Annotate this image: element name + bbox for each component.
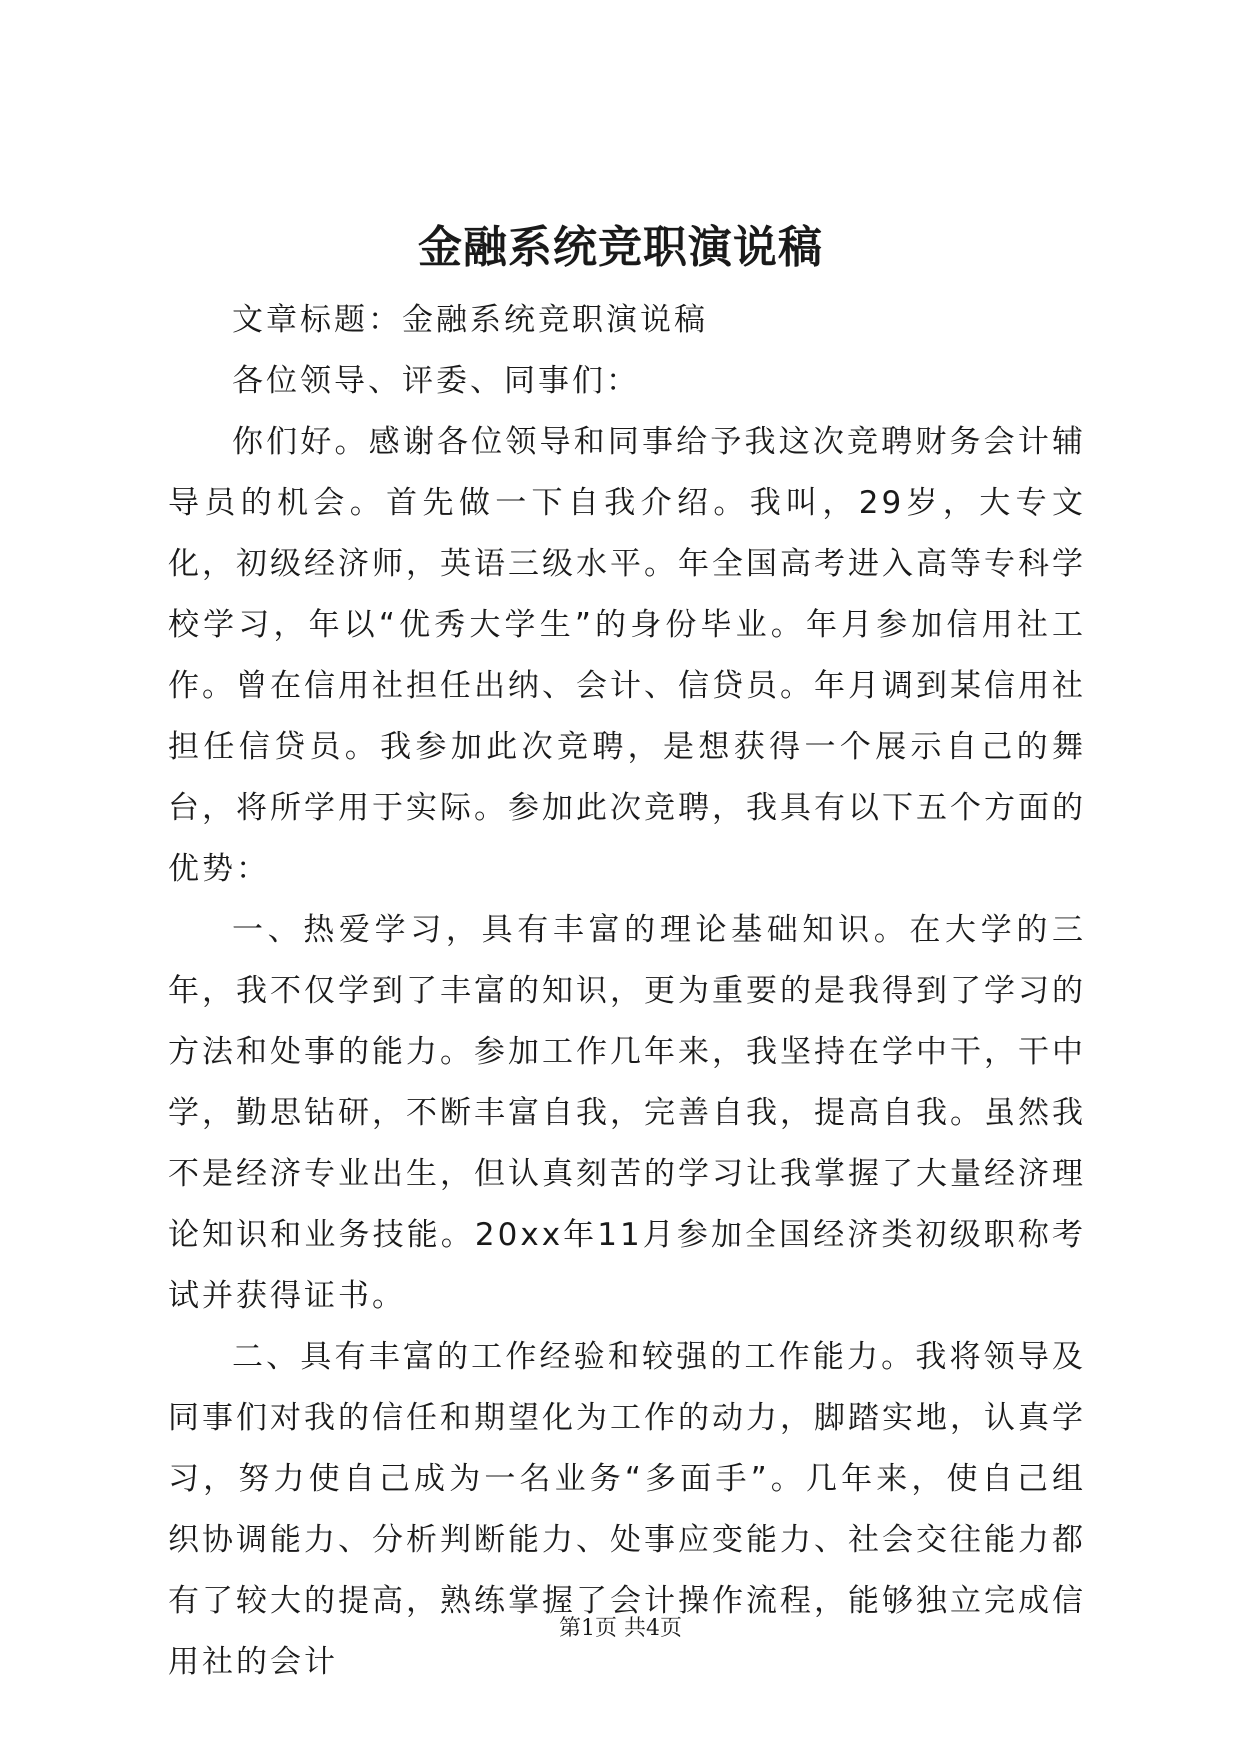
document-body bbox=[168, 290, 1086, 1693]
paragraph-advantage-one: 一、热爱学习，具有丰富的理论基础知识。在大学的三年，我不仅学到了丰富的知识，更为重要的是我得到了学习的方法和处事的能力。参加工作几年来，我坚持在学中干，干中学，勤思钻研，不断丰富自我，完善自我，提高自我。虽然我不是经济专业出生，但认真刻苦的学习让我掌握了大量经济理论知识和业务技能。20xx年11月参加全国经济类初级职称考试并获得证书。 bbox=[168, 912, 1086, 1314]
paragraph-advantage-two: 二、具有丰富的工作经验和较强的工作能力。我将领导及同事们对我的信任和期望化为工作的动力，脚踏实地，认真学习，努力使自己成为一名业务“多面手”。几年来，使自己组织协调能力、分析判断能力、处事应变能力、社会交往能力都有了较大的提高，熟练掌握了会计操作流程，能够独立完成信用社的会计 bbox=[168, 1339, 1086, 1680]
document-title: 金融系统竞职演说稿 bbox=[418, 222, 823, 273]
paragraph-article-title: 文章标题：金融系统竞职演说稿 bbox=[232, 302, 708, 338]
paragraph-salutation: 各位领导、评委、同事们： bbox=[232, 363, 640, 399]
page-number-footer: 第1页 共4页 bbox=[559, 1616, 682, 1641]
paragraph-introduction: 你们好。感谢各位领导和同事给予我这次竞聘财务会计辅导员的机会。首先做一下自我介绍。我叫，29岁，大专文化，初级经济师，英语三级水平。年全国高考进入高等专科学校学习，年以“优秀大学生”的身份毕业。年月参加信用社工作。曾在信用社担任出纳、会计、信贷员。年月调到某信用社担任信贷员。我参加此次竞聘，是想获得一个展示自己的舞台，将所学用于实际。参加此次竞聘，我具有以下五个方面的优势： bbox=[168, 424, 1086, 887]
